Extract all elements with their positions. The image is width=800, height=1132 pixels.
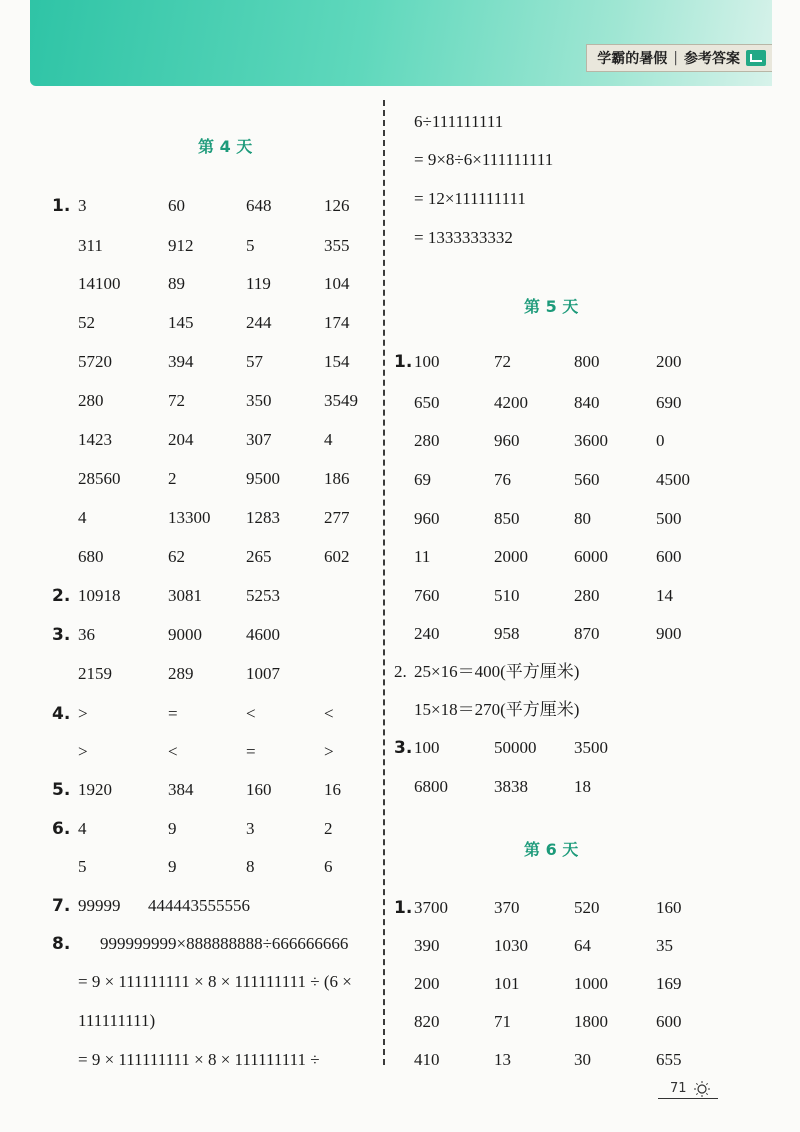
answer-cell: 64: [574, 936, 591, 955]
answer-cell: 36: [78, 625, 95, 644]
answer-cell: 600: [656, 1012, 682, 1031]
answer-cell: 384: [168, 780, 194, 799]
answer-cell: 126: [324, 196, 350, 215]
answer-cell: 4200: [494, 393, 528, 412]
answer-cell: 5: [78, 857, 87, 876]
answer-cell: 2: [168, 469, 177, 488]
answer-cell: =: [168, 704, 178, 723]
answer-cell: 277: [324, 508, 350, 527]
answer-cell: 10918: [78, 586, 121, 605]
answer-cell: 240: [414, 624, 440, 643]
question-number: 2.: [52, 586, 71, 606]
answer-cell: 30: [574, 1050, 591, 1069]
question-number: 1.: [52, 196, 71, 216]
answer-cell: 2000: [494, 547, 528, 566]
answer-cell: 5: [246, 236, 255, 255]
answer-cell: >: [324, 742, 334, 761]
answer-cell: >: [78, 704, 88, 723]
answer-cell: 4: [78, 819, 87, 838]
answer-cell: 280: [414, 431, 440, 450]
answer-cell: 760: [414, 586, 440, 605]
answer-cell: 1920: [78, 780, 112, 799]
answer-cell: 169: [656, 974, 682, 993]
answer-cell: 3838: [494, 777, 528, 796]
question-number: 3.: [394, 738, 413, 758]
answer-cell: 6800: [414, 777, 448, 796]
answer-cell: 900: [656, 624, 682, 643]
answer-cell: 50000: [494, 738, 537, 757]
answer-cell: 2159: [78, 664, 112, 683]
day-title-4: 第 4 天: [198, 137, 253, 156]
answer-cell: 186: [324, 469, 350, 488]
answer-cell: 520: [574, 898, 600, 917]
answer-cell: 9: [168, 819, 177, 838]
answer-cell: 960: [414, 509, 440, 528]
answer-cell: 850: [494, 509, 520, 528]
answer-cell: 655: [656, 1050, 682, 1069]
answer-cell: 958: [494, 624, 520, 643]
answer-cell: 14100: [78, 274, 121, 293]
answer-cell: 600: [656, 547, 682, 566]
page-number: 71: [670, 1081, 687, 1096]
answer-cell: 9: [168, 857, 177, 876]
answer-cell: 1007: [246, 664, 280, 683]
answer-cell: 104: [324, 274, 350, 293]
answer-cell: 99999: [78, 896, 121, 915]
answer-cell: 820: [414, 1012, 440, 1031]
answer-cell: 101: [494, 974, 520, 993]
answer-cell: 3500: [574, 738, 608, 757]
answer-cell: 280: [78, 391, 104, 410]
answer-cell: 13300: [168, 508, 211, 527]
question-number: 7.: [52, 896, 71, 916]
answer-cell: 28560: [78, 469, 121, 488]
answer-cell: 57: [246, 352, 263, 371]
answer-cell: 11: [414, 547, 431, 566]
answer-cell: 174: [324, 313, 350, 332]
answer-cell: 2: [324, 819, 333, 838]
answer-cell: 1800: [574, 1012, 608, 1031]
answer-cell: 5253: [246, 586, 280, 605]
answer-cell: 510: [494, 586, 520, 605]
answer-cell: 5720: [78, 352, 112, 371]
answer-cell: 119: [246, 274, 271, 293]
section-title: 参考答案: [684, 51, 740, 67]
answer-cell: 160: [656, 898, 682, 917]
header-tab: [586, 44, 772, 72]
question-number: 4.: [52, 704, 71, 724]
answer-cell: 648: [246, 196, 272, 215]
expression-line: 6÷111111111: [414, 112, 504, 131]
answer-cell: 9000: [168, 625, 202, 644]
question-number: 5.: [52, 780, 71, 800]
answer-cell: 311: [78, 236, 103, 255]
answer-cell: 650: [414, 393, 440, 412]
day-title-6: 第 6 天: [524, 840, 579, 859]
answer-cell: 100: [414, 738, 440, 757]
expression-line: = 1333333332: [414, 228, 513, 247]
expression-line: = 9×8÷6×111111111: [414, 150, 554, 169]
answer-cell: 14: [656, 586, 673, 605]
answer-cell: 9500: [246, 469, 280, 488]
expression-line: = 12×111111111: [414, 189, 526, 208]
answer-cell: 145: [168, 313, 194, 332]
answer-cell: <: [246, 704, 256, 723]
brand-title: 学霸的暑假: [597, 51, 668, 67]
answer-cell: 89: [168, 274, 185, 293]
answer-cell: 76: [494, 470, 511, 489]
answer-cell: 1423: [78, 430, 112, 449]
answer-cell: 3: [246, 819, 255, 838]
answer-cell: 870: [574, 624, 600, 643]
header-separator: |: [673, 50, 678, 66]
answer-cell: 350: [246, 391, 272, 410]
answer-cell: 3549: [324, 391, 358, 410]
answer-cell: <: [168, 742, 178, 761]
answer-cell: 52: [78, 313, 95, 332]
answer-cell: 13: [494, 1050, 511, 1069]
answer-cell: 6000: [574, 547, 608, 566]
question-number: 1.: [394, 898, 413, 918]
question-number: 8.: [52, 934, 71, 954]
expression-line: 999999999×888888888÷666666666: [100, 934, 349, 953]
answer-cell: 6: [324, 857, 333, 876]
answer-cell: 200: [414, 974, 440, 993]
answer-cell: 1030: [494, 936, 528, 955]
answer-cell: 4: [324, 430, 333, 449]
answer-cell: 60: [168, 196, 185, 215]
expression-line: 25×16＝400(平方厘米): [414, 662, 580, 681]
answer-cell: 560: [574, 470, 600, 489]
answer-cell: 72: [168, 391, 185, 410]
answer-cell: 840: [574, 393, 600, 412]
answer-cell: 265: [246, 547, 272, 566]
answer-cell: 390: [414, 936, 440, 955]
answer-cell: 100: [414, 352, 440, 371]
answer-cell: 154: [324, 352, 350, 371]
answer-cell: =: [246, 742, 256, 761]
answer-cell: 8: [246, 857, 255, 876]
day-title-5: 第 5 天: [524, 297, 579, 316]
answer-cell: 394: [168, 352, 194, 371]
expression-line: = 9 × 111111111 × 8 × 111111111 ÷ (6 ×: [78, 972, 352, 991]
answer-cell: <: [324, 704, 334, 723]
answer-cell: 690: [656, 393, 682, 412]
answer-cell: 200: [656, 352, 682, 371]
answer-cell: 80: [574, 509, 591, 528]
question-number: 6.: [52, 819, 71, 839]
expression-line: 15×18＝270(平方厘米): [414, 700, 580, 719]
answer-cell: 4: [78, 508, 87, 527]
answer-cell: 355: [324, 236, 350, 255]
answer-cell: 289: [168, 664, 194, 683]
answer-cell: 35: [656, 936, 673, 955]
answer-cell: 0: [656, 431, 665, 450]
answer-cell: 280: [574, 586, 600, 605]
answer-cell: 444443555556: [148, 896, 250, 915]
answer-cell: 69: [414, 470, 431, 489]
answer-cell: 912: [168, 236, 194, 255]
answer-cell: 3600: [574, 431, 608, 450]
answer-cell: 3081: [168, 586, 202, 605]
answer-cell: 960: [494, 431, 520, 450]
answer-cell: 370: [494, 898, 520, 917]
answer-cell: 3700: [414, 898, 448, 917]
answer-cell: 307: [246, 430, 272, 449]
expression-line: = 9 × 111111111 × 8 × 111111111 ÷: [78, 1050, 320, 1069]
expression-line: 111111111): [78, 1011, 156, 1030]
answer-cell: 244: [246, 313, 272, 332]
answer-cell: 680: [78, 547, 104, 566]
column-divider: [383, 100, 385, 1065]
answer-cell: 500: [656, 509, 682, 528]
page-number-underline: [658, 1098, 718, 1099]
answer-cell: 602: [324, 547, 350, 566]
answer-cell: 62: [168, 547, 185, 566]
answer-cell: 18: [574, 777, 591, 796]
answer-cell: 800: [574, 352, 600, 371]
answer-cell: 204: [168, 430, 194, 449]
answer-cell: 71: [494, 1012, 511, 1031]
answer-cell: 1000: [574, 974, 608, 993]
header-banner: [30, 0, 772, 86]
answer-cell: 72: [494, 352, 511, 371]
answer-cell: >: [78, 742, 88, 761]
answer-cell: 160: [246, 780, 272, 799]
answer-cell: 1283: [246, 508, 280, 527]
question-number: 2.: [394, 662, 407, 681]
sun-icon: [693, 1080, 711, 1098]
answer-cell: 3: [78, 196, 87, 215]
book-icon: [746, 50, 766, 66]
answer-cell: 4500: [656, 470, 690, 489]
answer-cell: 410: [414, 1050, 440, 1069]
answer-cell: 16: [324, 780, 341, 799]
question-number: 1.: [394, 352, 413, 372]
question-number: 3.: [52, 625, 71, 645]
answer-cell: 4600: [246, 625, 280, 644]
